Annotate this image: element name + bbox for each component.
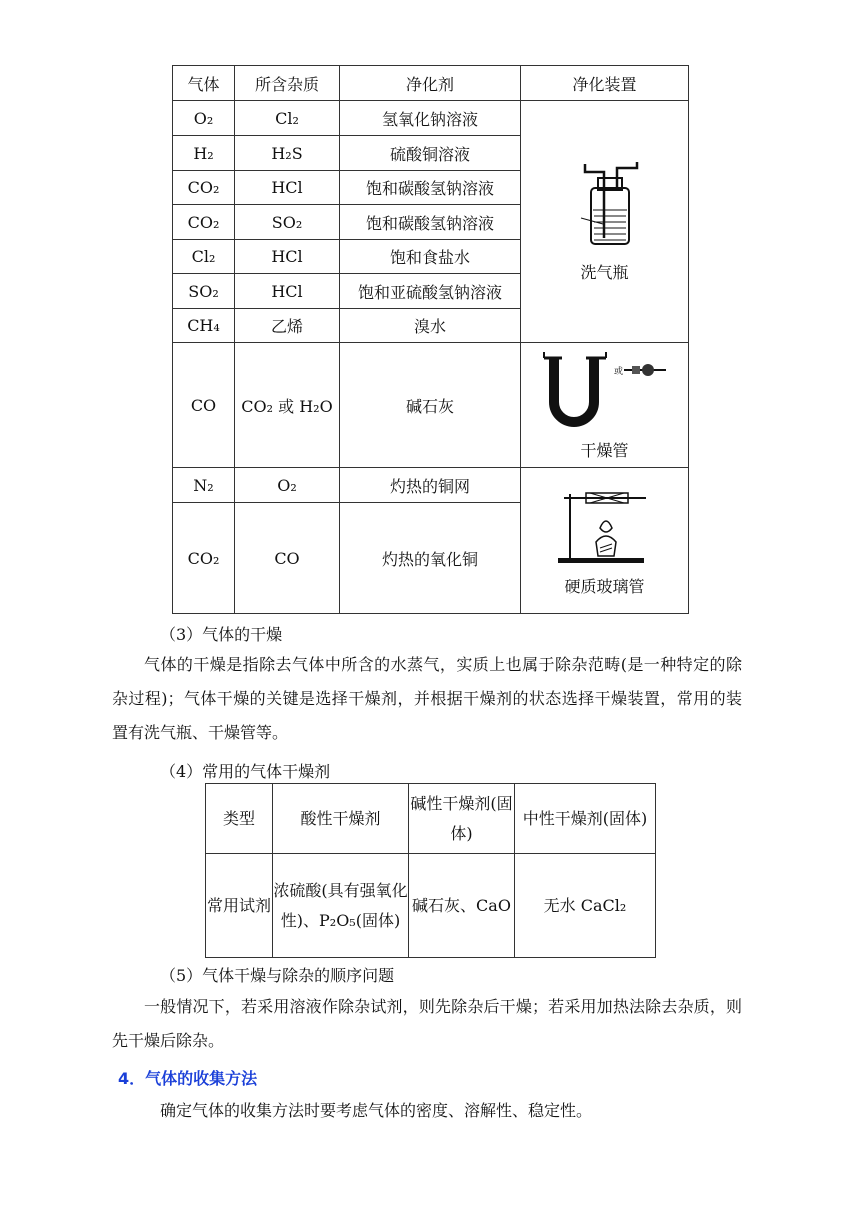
- header-type: 类型: [206, 784, 273, 854]
- cell-agent: 饱和亚硫酸氢钠溶液: [340, 274, 521, 309]
- cell-agent: 碱石灰: [340, 343, 521, 468]
- cell-gas: CO₂: [173, 503, 235, 614]
- cell-gas: CH₄: [173, 309, 235, 343]
- cell-impurity: HCl: [235, 171, 340, 205]
- cell-acid-agent: 浓硫酸(具有强氧化性)、P₂O₅(固体): [273, 854, 409, 958]
- section3-paragraph: 气体的干燥是指除去气体中所含的水蒸气，实质上也属于除杂范畴(是一种特定的除杂过程)；气体干燥的关键是选择干燥剂，并根据干燥剂的状态选择干燥装置，常用的装置有洗气瓶、干燥管等。: [112, 655, 742, 742]
- cell-base-agent: 碱石灰、CaO: [409, 854, 515, 958]
- cell-impurity: HCl: [235, 240, 340, 274]
- row-label-common-reagent: 常用试剂: [206, 854, 273, 958]
- cell-impurity: CO: [235, 503, 340, 614]
- cell-gas: O₂: [173, 101, 235, 136]
- cell-gas: CO₂: [173, 205, 235, 240]
- cell-agent: 溴水: [340, 309, 521, 343]
- section5-title: （5）气体干燥与除杂的顺序问题: [160, 966, 395, 985]
- cell-agent: 饱和食盐水: [340, 240, 521, 274]
- cell-gas: CO: [173, 343, 235, 468]
- header-gas: 气体: [173, 66, 235, 101]
- cell-impurity: 乙烯: [235, 309, 340, 343]
- wash-bottle-cell: [521, 101, 689, 343]
- cell-agent: 饱和碳酸氢钠溶液: [340, 171, 521, 205]
- header-apparatus: 净化装置: [521, 66, 689, 101]
- section4-title: （4）常用的气体干燥剂: [160, 762, 331, 781]
- hard-glass-tube-cell: [521, 468, 689, 614]
- hard-glass-tube-caption: 硬质玻璃管: [564, 577, 645, 596]
- cell-agent: 灼热的铜网: [340, 468, 521, 503]
- drying-tube-diagram: [540, 350, 670, 428]
- header-acid-agent: 酸性干燥剂: [273, 784, 409, 854]
- cell-impurity: O₂: [235, 468, 340, 503]
- section5-paragraph: 一般情况下，若采用溶液作除杂试剂，则先除杂后干燥；若采用加热法除去杂质，则先干燥后除杂。: [112, 997, 742, 1050]
- cell-impurity: CO₂ 或 H₂O: [235, 343, 340, 468]
- header-impurity: 所含杂质: [235, 66, 340, 101]
- cell-impurity: SO₂: [235, 205, 340, 240]
- cell-agent: 硫酸铜溶液: [340, 136, 521, 171]
- cell-gas: N₂: [173, 468, 235, 503]
- cell-agent: 饱和碳酸氢钠溶液: [340, 205, 521, 240]
- header-agent: 净化剂: [340, 66, 521, 101]
- cell-gas: CO₂: [173, 171, 235, 205]
- wash-bottle-diagram: [565, 160, 645, 250]
- section3-title: （3）气体的干燥: [160, 625, 283, 644]
- wash-bottle-caption: 洗气瓶: [580, 263, 629, 282]
- cell-impurity: HCl: [235, 274, 340, 309]
- or-label: 或: [613, 366, 623, 377]
- cell-gas: Cl₂: [173, 240, 235, 274]
- cell-agent: 灼热的氧化铜: [340, 503, 521, 614]
- drying-tube-caption: 干燥管: [580, 440, 629, 460]
- cell-agent: 氢氧化钠溶液: [340, 101, 521, 136]
- cell-neutral-agent: 无水 CaCl₂: [515, 854, 656, 958]
- cell-impurity: H₂S: [235, 136, 340, 171]
- drying-tube-cell: [521, 343, 689, 468]
- hard-glass-tube-diagram: [550, 484, 660, 564]
- cell-impurity: Cl₂: [235, 101, 340, 136]
- header-base-agent: 碱性干燥剂(固体): [409, 784, 515, 854]
- cell-gas: SO₂: [173, 274, 235, 309]
- purification-table: [172, 65, 689, 614]
- drying-agent-table: [205, 783, 656, 958]
- heading-4: 4．气体的收集方法: [118, 1069, 258, 1088]
- header-neutral-agent: 中性干燥剂(固体): [515, 784, 656, 854]
- final-paragraph: 确定气体的收集方法时要考虑气体的密度、溶解性、稳定性。: [160, 1101, 593, 1120]
- cell-gas: H₂: [173, 136, 235, 171]
